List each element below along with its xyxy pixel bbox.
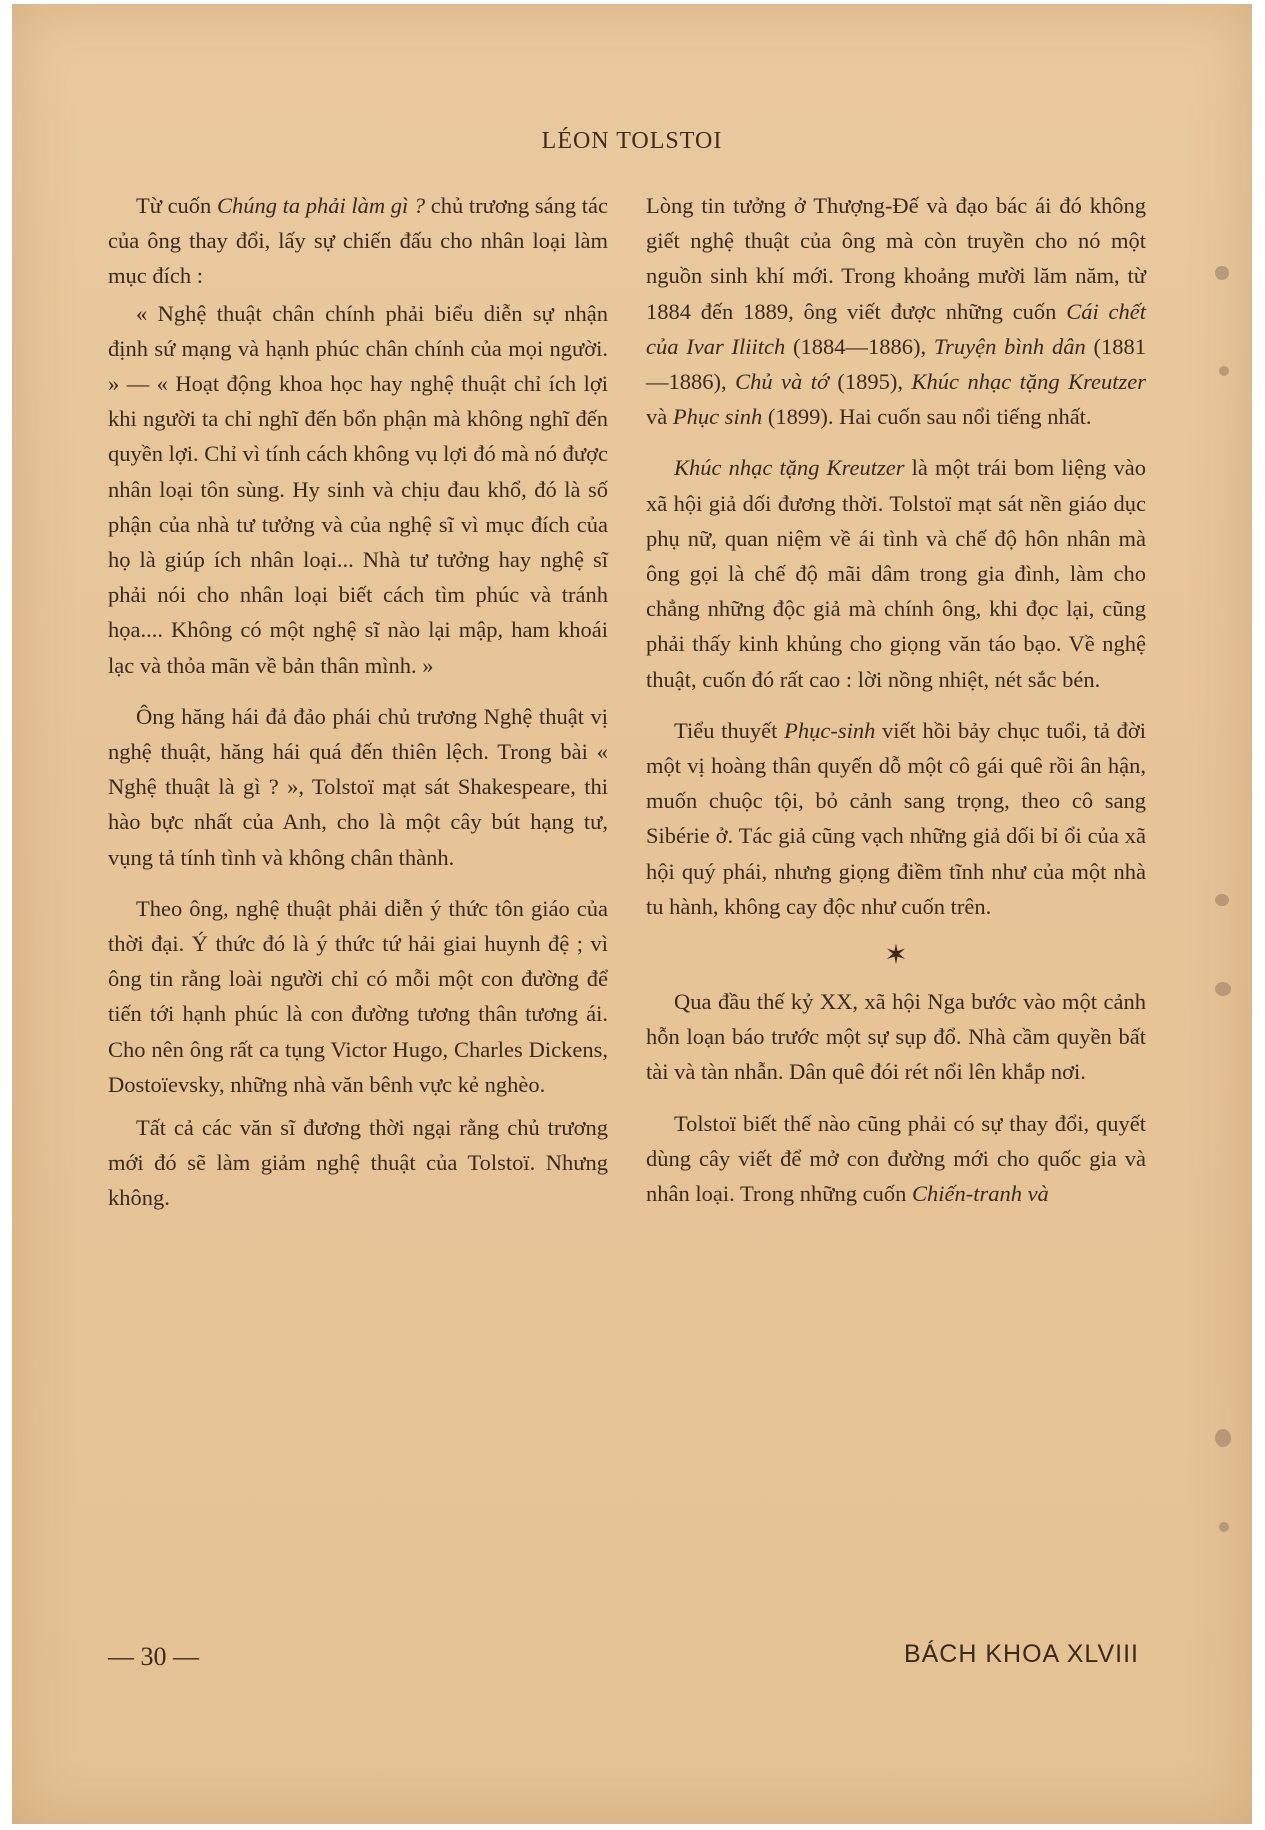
text-run: là một trái bom liệng vào xã hội giả dối đương thời. Tolstoï mạt sát nền giáo dục phụ nữ, quan niệm về ái tình và chế độ hôn nhân mà ông gọi là chế độ mãi dâm trong gia đình, làm cho chẳng những độc giả mà chính ông, khi đọc lại, cũng phải thấy kinh khủng cho giọng văn táo bạo. Về nghệ thuật, cuốn đó rất cao : lời nồng nhiệt, nét sắc bén. [646, 455, 1146, 692]
book-title: Chúng ta phải làm gì ? [216, 193, 426, 218]
binding-hole-mark [1215, 894, 1229, 906]
book-title: Khúc nhạc tặng Kreutzer [911, 369, 1146, 395]
book-title: Chiến-tranh và [911, 1181, 1049, 1207]
text-run: Tolstoï biết thế nào cũng phải có sự thay đổi, quyết dùng cây viết để mở con đường mới cho quốc gia và nhân loại. Trong những cuốn [646, 1110, 1146, 1207]
section-separator-star: ✶ [884, 940, 908, 972]
book-title: Khúc nhạc tặng Kreutzer [674, 455, 905, 481]
binding-hole-mark [1219, 366, 1229, 376]
right-column [646, 188, 1146, 1211]
book-page [12, 4, 1252, 1824]
binding-hole-mark [1215, 982, 1231, 996]
text-run: (1881—1886), [646, 333, 1146, 395]
text-run: (1899). Hai cuốn sau nổi tiếng nhất. [762, 404, 1092, 430]
paragraph: Theo ông, nghệ thuật phải diễn ý thức tôn giáo của thời đại. Ý thức đó là ý thức tứ hải giai huynh đệ ; vì ông tin rằng loài người chỉ có mỗi một con đường để tiến tới hạnh phúc là con đường tương thân tương ái. Cho nên ông rất ca tụng Victor Hugo, Charles Dickens, Dostoïevsky, những nhà văn bênh vực kẻ nghèo. [108, 895, 608, 1097]
text-run: Từ cuốn [136, 193, 217, 218]
quotation: « Nghệ thuật chân chính phải biểu diễn sự nhận định sứ mạng và hạnh phúc chân chính của mọi người. » — « Hoạt động khoa học hay nghệ thuật chỉ ích lợi khi người ta chỉ nghĩ đến bổn phận mà không nghĩ đến quyền lợi. Chỉ vì tính cách không vụ lợi đó mà nó được nhân loại tôn sùng. Hy sinh và chịu đau khổ, đó là số phận của nhà tư tưởng và của nghệ sĩ vì mục đích của họ là giúp ích nhân loại... Nhà tư tưởng hay nghệ sĩ phải nói cho nhân loại biết cách tìm phúc và tránh họa.... Không có một nghệ sĩ nào lại mập, ham khoái lạc và thỏa mãn về bản thân mình. » [108, 300, 608, 678]
paragraph: Tất cả các văn sĩ đương thời ngại rằng chủ trương mới đó sẽ làm giảm nghệ thuật của Tolstoï. Nhưng không. [108, 1115, 608, 1211]
paragraph [646, 188, 1146, 434]
page-number: — 30 — [108, 1642, 199, 1671]
binding-hole-mark [1215, 266, 1229, 280]
paragraph [646, 713, 1146, 924]
book-title: Chủ và tớ [735, 369, 829, 395]
text-run: (1895), [828, 369, 912, 395]
book-title: Phục-sinh [784, 717, 876, 743]
paragraph [108, 188, 608, 294]
paragraph [646, 1106, 1146, 1212]
text-run: viết hồi bảy chục tuổi, tả đời một vị hoàng thân quyến dỗ một cô gái quê rồi ân hận, muốn chuộc tội, bỏ cảnh sang trọng, theo cô sang Sibérie ở. Tác giả cũng vạch những giả dối bỉ ổi của xã hội quý phái, nhưng giọng điềm tĩnh như của một nhà tu hành, không cay độc như cuốn trên. [646, 717, 1146, 919]
book-title: Truyện bình dân [933, 333, 1086, 359]
text-run: Tiểu thuyết [674, 717, 785, 743]
text-run: (1884—1886), [785, 333, 934, 359]
left-column [108, 188, 608, 1216]
paragraph [646, 450, 1146, 696]
book-title: Phục sinh [672, 404, 763, 430]
paragraph: Qua đầu thế kỷ XX, xã hội Nga bước vào một cảnh hỗn loạn báo trước một sự sụp đổ. Nhà cầm quyền bất tài và tàn nhẫn. Dân quê đói rét nổi lên khắp nơi. [646, 989, 1146, 1085]
magazine-footer: BÁCH KHOA XLVIII [903, 1640, 1139, 1668]
text-run: Lòng tin tưởng ở Thượng-Đế và đạo bác ái đó không giết nghệ thuật của ông mà còn truyền cho nó một nguồn sinh khí mới. Trong khoảng mười lăm năm, từ 1884 đến 1889, ông viết được những cuốn [646, 193, 1146, 324]
text-run: và [646, 404, 673, 430]
paragraph: Ông hăng hái đả đảo phái chủ trương Nghệ thuật vị nghệ thuật, hăng hái quá đến thiên lệch. Trong bài « Nghệ thuật là gì ? », Tolstoï mạt sát Shakespeare, thi hào bực nhất của Anh, cho là một cây bút hạng tư, vụng tả tính tình và không chân thành. [108, 703, 608, 870]
book-title: Cái chết của Ivar Iliitch [646, 298, 1146, 359]
binding-hole-mark [1219, 1522, 1229, 1532]
binding-hole-mark [1215, 1429, 1231, 1447]
text-run: chủ trương sáng tác của ông thay đổi, lấy sự chiến đấu cho nhân loại làm mục đích : [108, 193, 608, 289]
running-title: LÉON TOLSTOI [541, 128, 723, 154]
